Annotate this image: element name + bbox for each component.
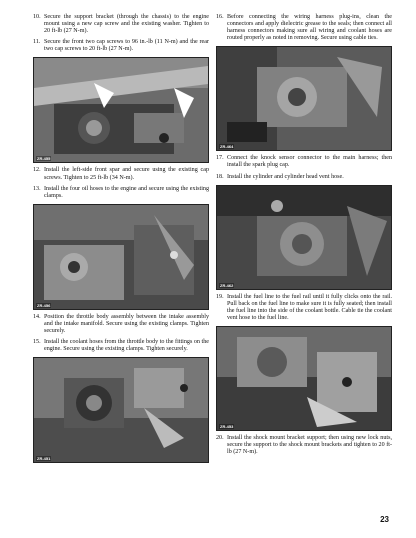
step-19-block [216,294,392,322]
step-20: 20. Install the shock mount bracket support; then using new lock nuts, secure the support to the shock mount brackets and tighten to 20 ft-lb (27 N-m). [216,435,392,456]
engine-photo-image [217,327,391,430]
engine-photo-image [34,205,208,309]
photo-front-spar: ZR-456 [33,204,209,310]
step-19: 19. Install the fuel line to the fuel rail until it fully clicks onto the rail. Pull back on the fuel line to make sure it is fully seated; then install the fuel line into the side of the coolant bottle. Cable tie the coolant vent hose to the fuel line. [216,293,392,321]
step-16-block [216,14,392,42]
photo-cylinder-vent: ZR-462 [216,185,392,290]
right-column [216,14,392,460]
photo-wiring-harness: ZR-464 [216,46,392,151]
step-15: 15. Install the coolant hoses from the throttle body to the fittings on the engine. Secure using the existing clamps. Tighten securely. [33,339,209,353]
page-number: 23 [380,515,389,524]
step-20-block [216,435,392,456]
step-10: 10. Secure the support bracket (through the chassis) to the engine mount using a new cap screw and the existing washer. Tighten to 20 ft-lb (27 N-m). [33,14,209,35]
left-column [33,14,209,467]
step-14: 14. Position the throttle body assembly between the intake assembly and the intake manifold. Secure using the existing clamps. Tighten securely. [33,313,209,335]
photo-throttle-body: ZR-451 [33,357,209,463]
photo-support-bracket: ZR-455 [33,57,209,163]
steps-14-15 [33,314,209,353]
steps-10-11 [33,14,209,53]
steps-12-13 [33,167,209,199]
step-18: 18. Install the cylinder and cylinder head vent hose. [216,173,344,180]
step-11: 11. Secure the front two cap screws to 96 in.-lb (11 N-m) and the rear two cap screws to 20 ft-lb (27 N-m). [33,39,209,53]
steps-17-18 [216,155,392,180]
engine-photo-image [217,47,391,150]
photo-fuel-line: ZR-453 [216,326,392,431]
engine-photo-image [34,58,208,162]
step-16: 16. Before connecting the wiring harness plug-ins, clean the connectors and apply dielectric grease to the seals; then connect all harness connectors making sure all wiring and coolant hoses are routed properly as noted in removing. Secure using cable ties. [216,14,392,42]
step-17: 17. Connect the knock sensor connector to the main harness; then install the spark plug cap. [216,155,392,169]
step-13: 13. Install the four oil hoses to the engine and secure using the existing clamps. [33,185,209,199]
engine-photo-image [34,358,208,462]
engine-photo-image [217,186,391,289]
step-12: 12. Install the left-side front spar and secure using the existing cap screws. Tighten to 25 ft-lb (34 N-m). [33,167,209,181]
